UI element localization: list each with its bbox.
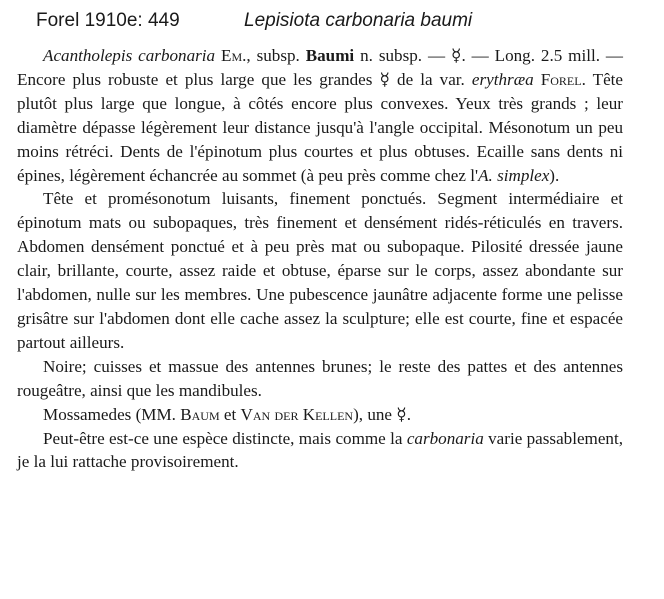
species-author: Em.	[221, 46, 247, 65]
paragraph-3: Noire; cuisses et massue des antennes brunes; le reste des pattes et des antennes rougeâtre, ainsi que les mandibules.	[17, 356, 623, 400]
text-run: n. subsp. — ☿. — Long. 2.5 mill. — Encore plus robuste et plus large que les grandes ☿ de la var.	[17, 46, 624, 89]
species-name: carbonaria	[406, 428, 484, 448]
text-run	[534, 70, 541, 89]
text-run: , subsp.	[246, 46, 306, 65]
collector-name: Baum	[180, 404, 220, 424]
genus-species-name: Acantholepis carbonaria	[43, 46, 216, 65]
paragraph-4	[17, 403, 623, 427]
taxon-name: Lepisiota carbonaria baumi	[244, 10, 473, 31]
text-run: Peut-être est-ce une espèce distincte, mais comme la	[43, 428, 407, 448]
text-run: . Tête plutôt plus large que longue, à côtés encore plus convexes. Yeux très grands ; leur diamètre dépasse légèrement leur distance jusqu'à l'angle occipital. Mésonotum un peu moins rétréci. Dents de l'épinotum plus courtes et plus obtuses. Ecaille sans dents ni épines, légèrement échancrée au sommet (à peu près comme chez l'	[17, 69, 624, 185]
subspecies-name: Baumi	[305, 46, 355, 65]
text-run: ).	[549, 165, 560, 185]
paragraph-5	[17, 427, 623, 475]
page-header	[36, 6, 644, 36]
text-run: varie passablement, je la lui rattache provisoirement.	[17, 428, 624, 472]
paragraph-2: Tête et promésonotum luisants, finement ponctués. Segment intermédiaire et épinotum mats ou subopaques, très finement et densément ridés-réticulés en travers. Abdomen densément ponctué et à peu près mat ou subopaque. Pilosité dressée jaune clair, brillante, courte, assez raide et obtuse, éparse sur le corps, assez abondante sur l'abdomen, nulle sur les membres. Une pubescence jaunâtre adjacente forme une pelisse grisâtre sur l'abdomen dont elle cache assez la sculpture; elle est courte, fine et espacée partout ailleurs.	[17, 189, 623, 352]
variety-author: Forel	[540, 69, 582, 89]
description-text	[17, 44, 623, 474]
citation-label: Forel 1910e: 449	[36, 10, 180, 31]
compare-species-name: A. simplex	[478, 165, 550, 185]
text-run: Mossamedes (MM.	[43, 404, 181, 424]
variety-name: erythræa	[471, 69, 534, 89]
collector-name: Van der Kellen	[240, 404, 354, 424]
paragraph-1	[17, 44, 623, 187]
text-run: ), une ☿.	[353, 404, 412, 424]
text-run: et	[219, 404, 241, 424]
